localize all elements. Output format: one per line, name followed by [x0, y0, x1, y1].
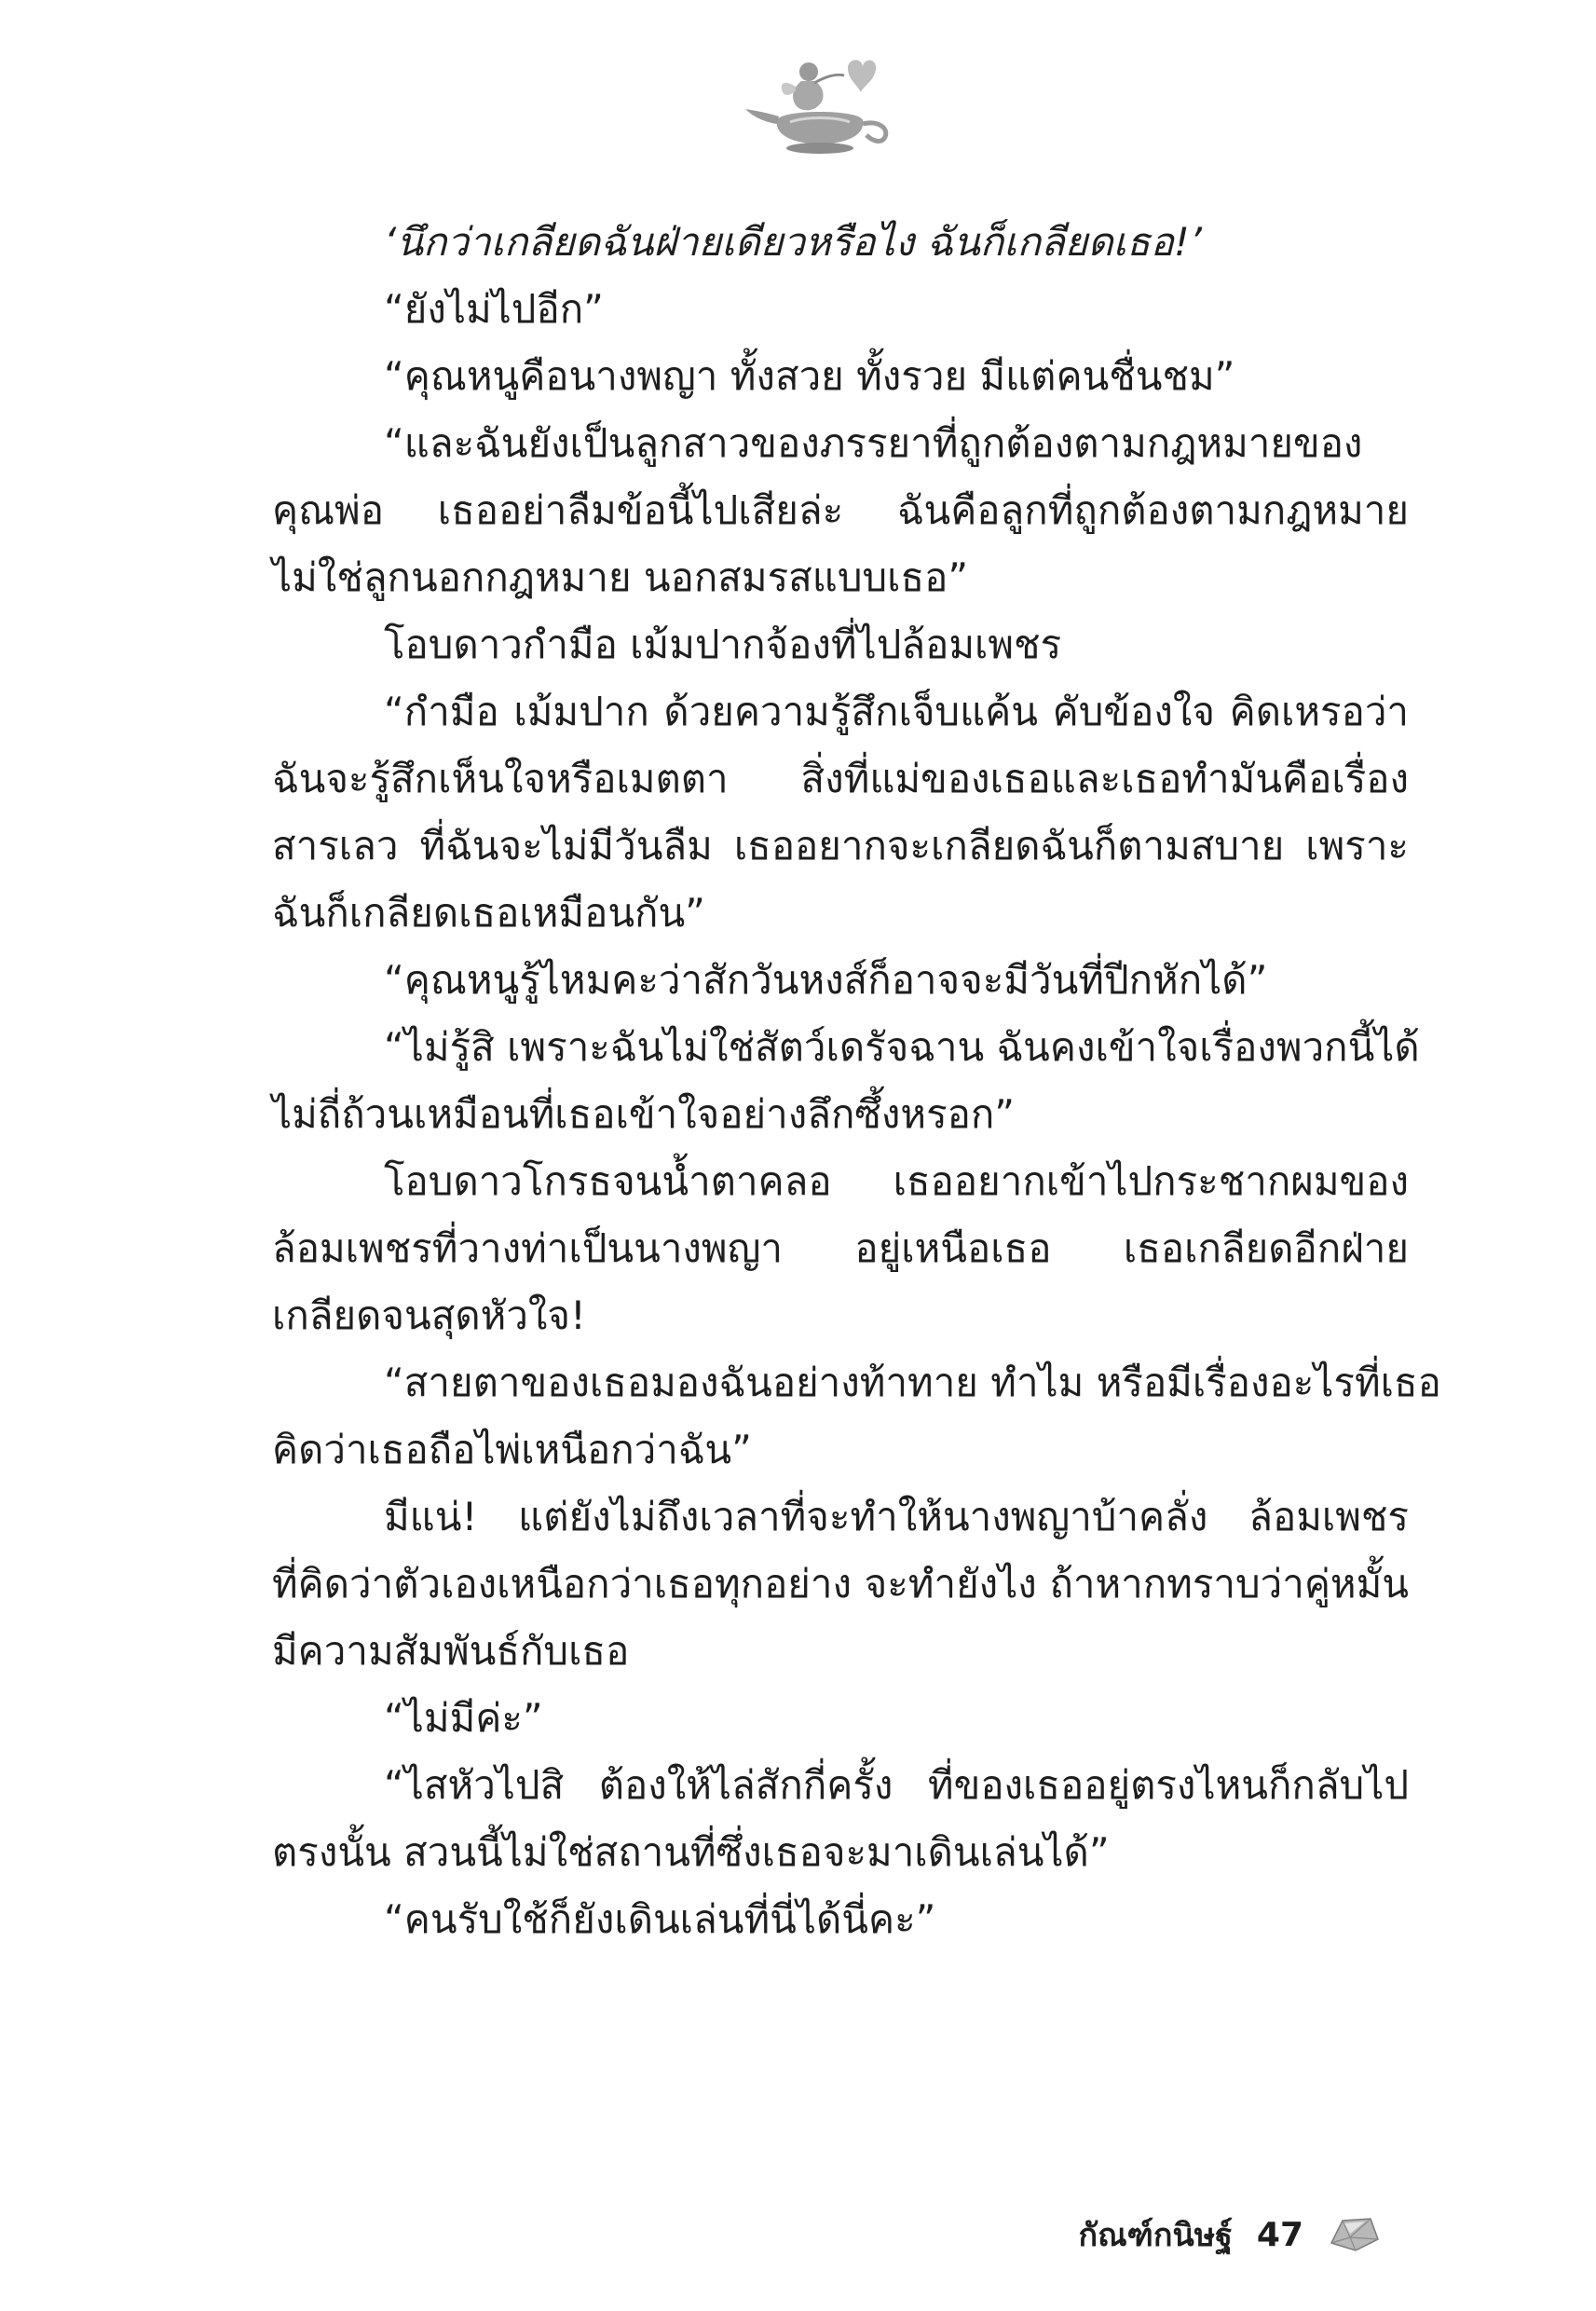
text-line: โอบดาวกำมือ เม้มปากจ้องที่ไปล้อมเพชร	[384, 622, 1062, 667]
text-line: ฉันจะรู้สึกเห็นใจหรือเมตตา สิ่งที่แม่ของเธอและเธอทำมันคือเรื่อง	[272, 756, 1409, 801]
text-line: ไม่ถี่ถ้วนเหมือนที่เธอเข้าใจอย่างลึกซึ้งหรอก”	[272, 1091, 1016, 1137]
text-line: “ไม่รู้สิ เพราะฉันไม่ใช่สัตว์เดรัจฉาน ฉันคงเข้าใจเรื่องพวกนี้ได้	[384, 1024, 1420, 1070]
text-line: คิดว่าเธอถือไพ่เหนือกว่าฉัน”	[272, 1427, 752, 1472]
text-line: “สายตาของเธอมองฉันอย่างท้าทาย ทำไม หรือมีเรื่องอะไรที่เธอ	[384, 1360, 1441, 1405]
text-line: ตรงนั้น สวนนี้ไม่ใช่สถานที่ซึ่งเธอจะมาเดินเล่นได้”	[272, 1829, 1110, 1875]
text-line: “คุณหนูรู้ไหมคะว่าสักวันหงส์ก็อาจจะมีวันที่ปีกหักได้”	[384, 957, 1268, 1003]
text-line: คุณพ่อ เธออย่าลืมข้อนี้ไปเสียล่ะ ฉันคือลูกที่ถูกต้องตามกฎหมาย	[272, 487, 1409, 533]
text-line: มีแน่! แต่ยังไม่ถึงเวลาที่จะทำให้นางพญาบ้าคลั่ง ล้อมเพชร	[384, 1494, 1409, 1539]
page-number: 47	[1256, 2215, 1303, 2254]
text-line: “คนรับใช้ก็ยังเดินเล่นที่นี่ได้นี่คะ”	[384, 1896, 936, 1942]
text-line: สารเลว ที่ฉันจะไม่มีวันลืม เธออยากจะเกลียดฉันก็ตามสบาย เพราะ	[272, 823, 1409, 868]
page-footer	[1079, 2207, 1382, 2263]
text-line: ไม่ใช่ลูกนอกกฎหมาย นอกสมรสแบบเธอ”	[272, 554, 969, 600]
book-title: กัณฑ์กนิษฐ์	[1078, 2217, 1233, 2254]
text-line: “ยังไม่ไปอีก”	[384, 286, 604, 332]
diamond-icon	[1328, 2215, 1382, 2254]
cupid-teapot-ornament-icon	[736, 51, 904, 163]
text-line: “กำมือ เม้มปาก ด้วยความรู้สึกเจ็บแค้น คับข้องใจ คิดเหรอว่า	[384, 689, 1409, 734]
text-line: “ไสหัวไปสิ ต้องให้ไล่สักกี่ครั้ง ที่ของเธออยู่ตรงไหนก็กลับไป	[384, 1762, 1409, 1808]
text-line: โอบดาวโกรธจนน้ำตาคลอ เธออยากเข้าไปกระชากผมของ	[384, 1158, 1409, 1204]
text-line: ที่คิดว่าตัวเองเหนือกว่าเธอทุกอย่าง จะทำยังไง ถ้าหากทราบว่าคู่หมั้น	[272, 1561, 1409, 1607]
text-line: มีความสัมพันธ์กับเธอ	[272, 1628, 630, 1674]
text-line: เกลียดจนสุดหัวใจ!	[272, 1292, 586, 1338]
text-line: “ไม่มีค่ะ”	[384, 1695, 543, 1741]
text-line: ฉันก็เกลียดเธอเหมือนกัน”	[272, 890, 705, 936]
text-line: ล้อมเพชรที่วางท่าเป็นนางพญา อยู่เหนือเธอ เธอเกลียดอีกฝ่าย	[272, 1225, 1409, 1271]
text-line: ‘นึกว่าเกลียดฉันฝ่ายเดียวหรือไง ฉันก็เกลียดเธอ!’	[384, 219, 1203, 265]
text-line: “คุณหนูคือนางพญา ทั้งสวย ทั้งรวย มีแต่คนชื่นชม”	[384, 353, 1235, 399]
text-line: “และฉันยังเป็นลูกสาวของภรรยาที่ถูกต้องตามกฎหมายของ	[384, 420, 1363, 466]
